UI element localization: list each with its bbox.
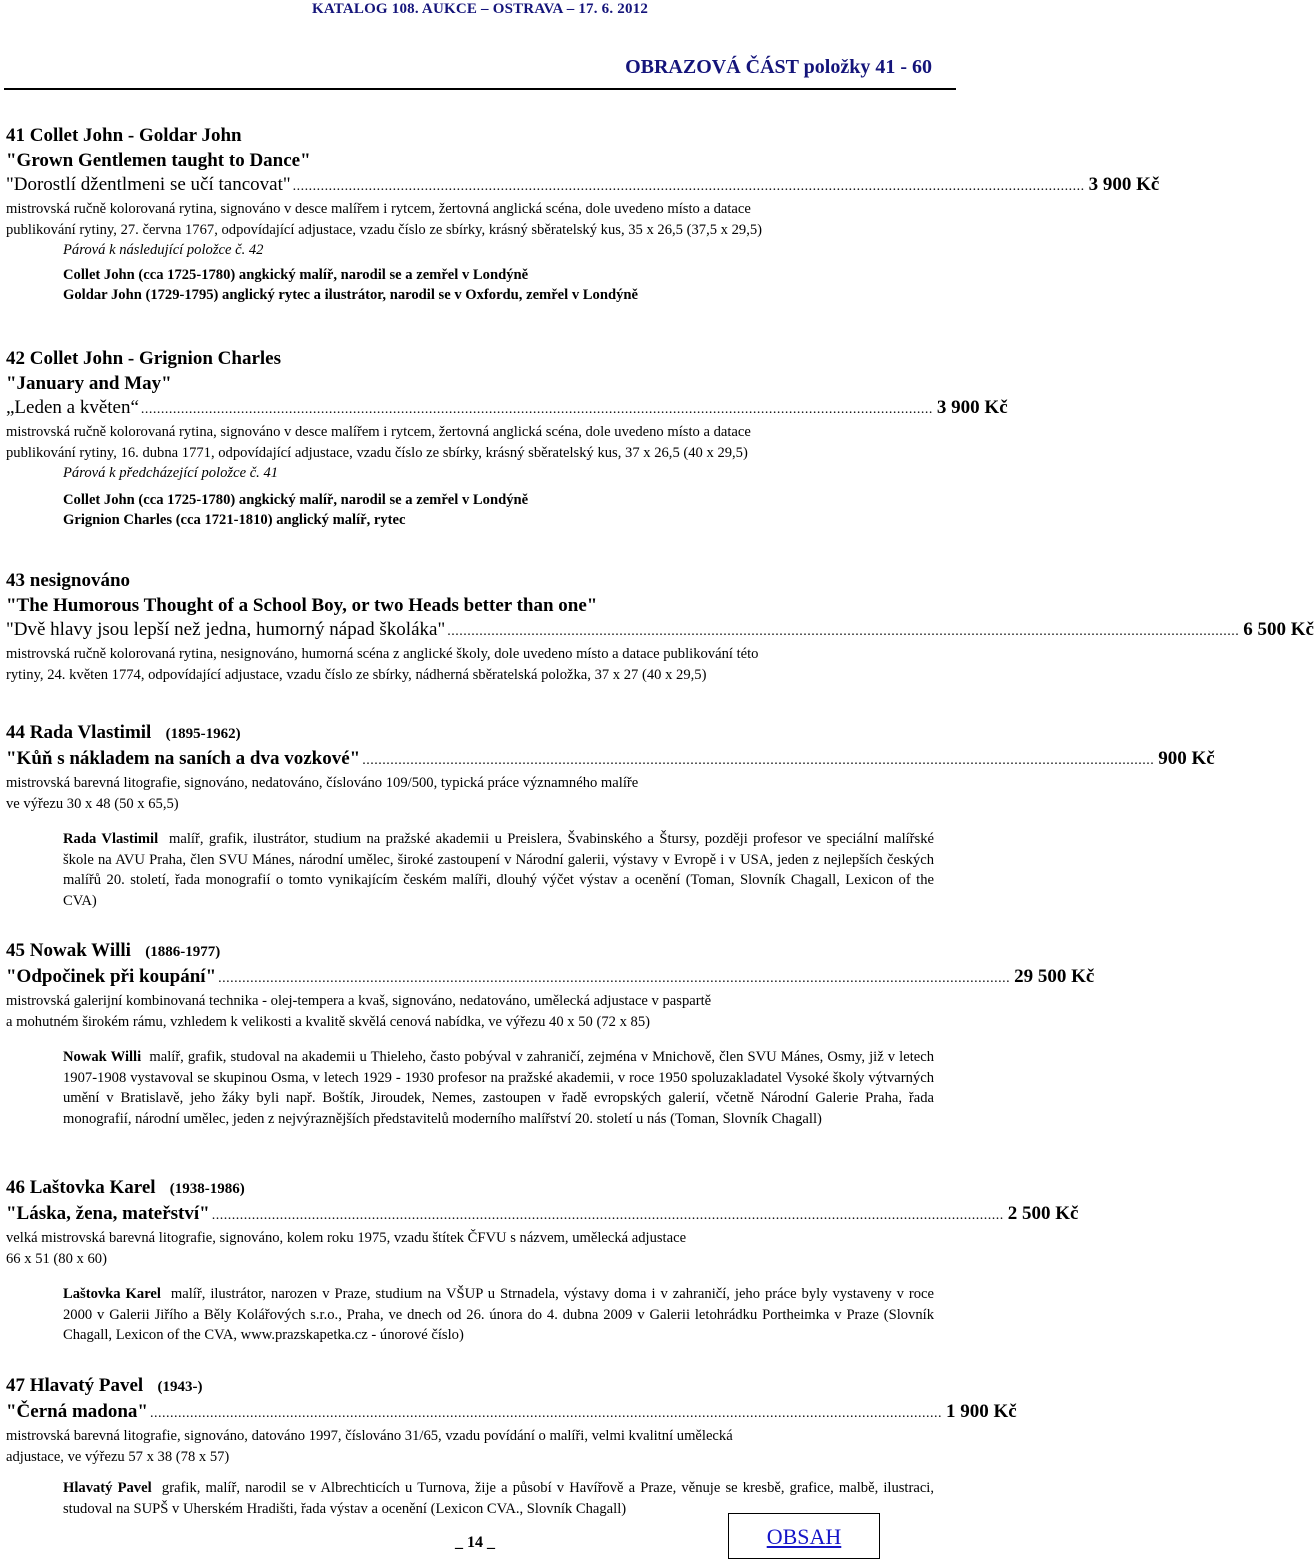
artist-bio-name: Nowak Willi	[63, 1049, 142, 1065]
lot-heading: 46 Laštovka Karel	[6, 1177, 156, 1198]
leader-dots: ......................................................................................................................................................................................................	[292, 179, 1085, 194]
leader-dots: ......................................................................................................................................................................................................	[218, 971, 1011, 986]
lot-title-cz: "Kůň s nákladem na saních a dva vozkové"	[6, 748, 361, 769]
lot-heading-row	[6, 938, 934, 965]
page-number: _ 14 _	[455, 1534, 495, 1551]
lot-title-cz: „Leden a květen“	[6, 397, 139, 418]
lot-price: 1 900 Kč	[945, 1401, 1017, 1422]
lot-heading: 43 nesignováno	[6, 570, 131, 591]
lot-description-line: ve výřezu 30 x 48 (50 x 65,5)	[6, 795, 179, 812]
lot-description-line: mistrovská barevná litografie, signováno, datováno 1997, číslováno 31/65, vzadu povídání o malíři, velmi kvalitní umělecká	[6, 1428, 733, 1444]
lot-heading: 47 Hlavatý Pavel	[6, 1375, 144, 1396]
lot-description-line: adjustace, ve výřezu 57 x 38 (78 x 57)	[6, 1448, 230, 1465]
lot-title-price-row	[6, 965, 1095, 991]
lot-title-price-row	[6, 618, 1314, 644]
header-divider	[4, 88, 956, 90]
lot-description-line: a mohutném širokém rámu, vzhledem k velikosti a kvalitě skvělá cenová nabídka, ve výřezu 40 x 50 (72 x 85)	[6, 1013, 650, 1030]
lot-description-line: rytiny, 24. květen 1774, odpovídající adjustace, vzadu číslo ze sbírky, nádherná sběratelská položka, 37 x 27 (40 x 29,5)	[6, 666, 707, 683]
lot-heading: 42 Collet John - Grignion Charles	[6, 348, 281, 369]
lot-heading-row	[6, 720, 934, 747]
lot-title-cz: "Láska, žena, mateřství"	[6, 1203, 210, 1224]
leader-dots: ......................................................................................................................................................................................................	[149, 1406, 942, 1421]
artist-years: (1943-)	[157, 1379, 203, 1395]
lot-title-cz: "Odpočinek při koupání"	[6, 966, 217, 987]
lot-description-line: mistrovská ručně kolorovaná rytina, nesignováno, humorná scéna z anglické školy, dole uvedeno místo a datace publikování této	[6, 646, 759, 662]
lot-43	[6, 568, 1314, 685]
leader-dots: ......................................................................................................................................................................................................	[211, 1208, 1004, 1223]
lot-heading: 44 Rada Vlastimil	[6, 722, 152, 743]
leader-dots: ......................................................................................................................................................................................................	[447, 624, 1240, 639]
leader-dots: ......................................................................................................................................................................................................	[140, 402, 933, 417]
artist-bio-line: Grignion Charles (cca 1721-1810) anglický malíř, rytec	[63, 512, 406, 528]
lot-description-line: 66 x 51 (80 x 60)	[6, 1250, 107, 1267]
lot-price: 29 500 Kč	[1014, 966, 1095, 987]
artist-bio	[6, 1284, 934, 1346]
lot-title-price-row	[6, 1400, 1017, 1426]
lot-title-price-row	[6, 173, 1160, 199]
lot-price: 3 900 Kč	[936, 397, 1008, 418]
artist-years: (1938-1986)	[169, 1181, 245, 1197]
lot-title-cz: "Dvě hlavy jsou lepší než jedna, humorný nápad školáka"	[6, 619, 446, 640]
lot-title-en: "Grown Gentlemen taught to Dance"	[6, 150, 311, 171]
lot-description-line: mistrovská ručně kolorovaná rytina, signováno v desce malířem i rytcem, žertovná anglická scéna, dole uvedeno místo a datace	[6, 424, 751, 440]
lot-price: 900 Kč	[1158, 748, 1215, 769]
artist-bio-line: Collet John (cca 1725-1780) angkický malíř, narodil se a zemřel v Londýně	[63, 491, 529, 508]
lot-description-line: publikování rytiny, 16. dubna 1771, odpovídající adjustace, vzadu číslo ze sbírky, krásný sběratelský kus, 37 x 26,5 (40 x 29,5)	[6, 444, 748, 461]
lot-pair-note: Párová k následující položce č. 42	[63, 242, 264, 258]
lot-pair-note: Párová k předcházející položce č. 41	[63, 465, 279, 481]
lot-description-line: mistrovská barevná litografie, signováno, nedatováno, číslováno 109/500, typická práce významného malíře	[6, 775, 639, 791]
artist-bio-line: Goldar John (1729-1795) anglický rytec a ilustrátor, narodil se v Oxfordu, zemřel v Londýně	[63, 287, 638, 303]
artist-bio-text: malíř, ilustrátor, narozen v Praze, studium na VŠUP u Strnadela, výstavy doma i v zahraničí, jeho práce byly vystaveny v roce 2000 v Galerii Jiřího a Běly Kolářových s.r.o., Praha, ve dnech od 26. února do 4. dubna 2009 v Galerii letohrádku Portheimka v Praze (Slovník Chagall, Lexicon of the CVA, www.prazskapetka.cz - únorové číslo)	[63, 1286, 935, 1343]
catalog-header: KATALOG 108. AUKCE – OSTRAVA – 17. 6. 2012	[311, 1, 649, 17]
lot-44	[6, 720, 1215, 911]
obsah-link[interactable]: OBSAH	[728, 1513, 880, 1559]
lot-price: 3 900 Kč	[1088, 174, 1160, 195]
artist-bio	[6, 829, 934, 911]
lot-heading-row	[6, 1373, 934, 1400]
lot-title-en: "The Humorous Thought of a School Boy, or two Heads better than one"	[6, 595, 598, 616]
lot-title-cz: "Dorostlí džentlmeni se učí tancovat"	[6, 174, 291, 195]
lot-description-line: publikování rytiny, 27. června 1767, odpovídající adjustace, vzadu číslo ze sbírky, krásný sběratelský kus, 35 x 26,5 (37,5 x 29,5)	[6, 221, 763, 238]
lot-price: 6 500 Kč	[1243, 619, 1314, 640]
artist-years: (1886-1977)	[145, 944, 221, 960]
lot-45	[6, 938, 1095, 1129]
lot-description-line: mistrovská galerijní kombinovaná technika - olej-tempera a kvaš, signováno, nedatováno, umělecká adjustace v paspartě	[6, 993, 712, 1009]
lot-title-price-row	[6, 747, 1215, 773]
artist-bio-text: malíř, grafik, ilustrátor, studium na pražské akademii u Preislera, Švabinského a Štursy, později profesor ve speciální malířské škole na AVU Praha, člen SVU Mánes, národní umělec, široké zastoupení v Národní galerii, výstavy v Evropě i v USA, jeden z nejlepších českých malířů 20. století, řada monografií o tomto vynikajícím českém malíři, dlouhý výčet výstav a ocenění (Toman, Slovník Chagall, Lexicon of the CVA)	[63, 831, 934, 909]
leader-dots: ......................................................................................................................................................................................................	[362, 753, 1155, 768]
lot-description-line: mistrovská ručně kolorovaná rytina, signováno v desce malířem i rytcem, žertovná anglická scéna, dole uvedeno místo a datace	[6, 201, 751, 217]
artist-years: (1895-1962)	[165, 726, 241, 742]
lot-41	[6, 123, 1160, 306]
artist-bio-name: Laštovka Karel	[63, 1286, 161, 1302]
lot-42	[6, 346, 1008, 531]
lot-price: 2 500 Kč	[1007, 1203, 1079, 1224]
lot-47	[6, 1373, 1017, 1519]
lot-heading-row	[6, 1175, 934, 1202]
lot-title-price-row	[6, 396, 1008, 422]
lot-title-en: "January and May"	[6, 373, 172, 394]
lot-title-cz: "Černá madona"	[6, 1401, 148, 1422]
lot-heading: 45 Nowak Willi	[6, 940, 131, 961]
lot-heading: 41 Collet John - Goldar John	[6, 125, 242, 146]
artist-bio-line: Collet John (cca 1725-1780) angkický malíř, narodil se a zemřel v Londýně	[63, 266, 529, 283]
artist-bio-name: Hlavatý Pavel	[63, 1480, 152, 1496]
section-title: OBRAZOVÁ ČÁST položky 41 - 60	[625, 56, 932, 78]
lot-title-price-row	[6, 1202, 1079, 1228]
artist-bio	[6, 1047, 934, 1129]
artist-bio-text: malíř, grafik, studoval na akademii u Thieleho, často pobýval v zahraničí, zejména v Mnichově, člen SVU Mánes, Osmy, již v letech 1907-1908 vystavoval se skupinou Osma, v letech 1929 - 1930 profesor na pražské akademii, v roce 1950 spoluzakladatel Vysoké školy výtvarných umění v Bratislavě, jeho žáky byli např. Boštík, Jiroudek, Nemes, zastoupen v řadě evropských galerií, včetně Národní Galerie Praha, řada monografií, národní umělec, jeden z nejvýraznějších představitelů moderního malířství 20. století u nás (Toman, Slovník Chagall)	[63, 1049, 934, 1127]
artist-bio-name: Rada Vlastimil	[63, 831, 159, 847]
lot-description-line: velká mistrovská barevná litografie, signováno, kolem roku 1975, vzadu štítek ČFVU s názvem, umělecká adjustace	[6, 1230, 687, 1246]
lot-46	[6, 1175, 1079, 1346]
artist-bio-text: grafik, malíř, narodil se v Albrechticích u Turnova, žije a působí v Havířově a Praze, věnuje se kresbě, grafice, malbě, ilustraci, studoval na SUPŠ v Uherském Hradišti, řada výstav a ocenění (Lexicon CVA., Slovník Chagall)	[63, 1480, 935, 1517]
